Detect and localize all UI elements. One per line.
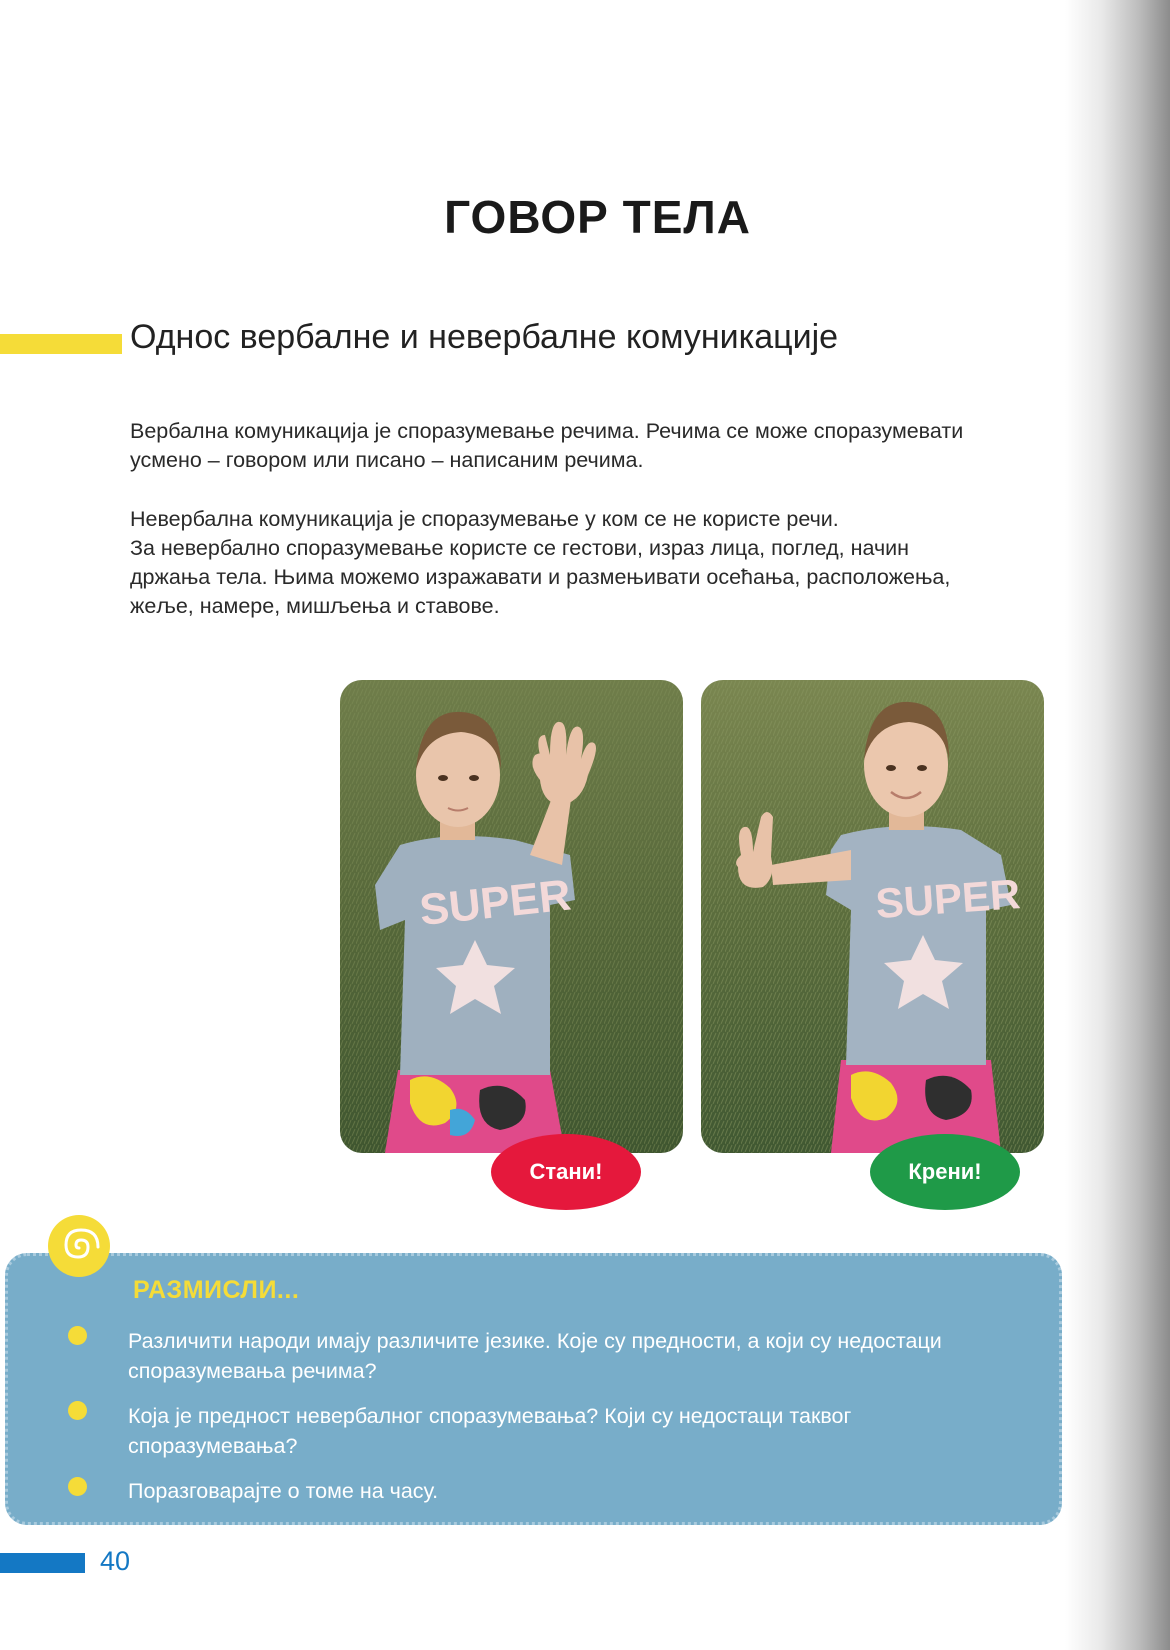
- paragraph-verbal: [130, 417, 1070, 475]
- page-title: ГОВОР ТЕЛА: [444, 191, 751, 243]
- photo-stop-gesture: [340, 680, 683, 1153]
- paragraph-line: Вербална комуникација је споразумевање речима. Речима се може споразумевати: [130, 419, 964, 443]
- section-heading: Однос вербалне и невербалне комуникације: [130, 318, 839, 356]
- photo-come-gesture: [701, 680, 1044, 1153]
- question-item: [128, 1401, 1048, 1461]
- question-line: Поразговарајте о томе на часу.: [128, 1479, 439, 1503]
- spiral-icon: [48, 1215, 110, 1277]
- paragraph-line: Невербална комуникација је споразумевање у ком се не користе речи.: [130, 507, 839, 531]
- paragraph-line: За невербално споразумевање користе се гестови, израз лица, поглед, начин: [130, 536, 910, 560]
- paragraph-line: усмено – говором или писано – написаним речима.: [130, 448, 644, 472]
- page-number: 40: [100, 1546, 131, 1576]
- bullet-dot: [68, 1401, 87, 1420]
- page-number-bar: [0, 1553, 85, 1573]
- question-line: Која је предност невербалног споразумевања? Који су недостаци таквог: [128, 1404, 852, 1428]
- paragraph-nonverbal: [130, 505, 1070, 621]
- shirt-text: SUPER: [417, 870, 574, 936]
- page-edge-shadow: [1065, 0, 1170, 1650]
- label-stop: Стани!: [491, 1134, 641, 1210]
- question-line: споразумевања речима?: [128, 1359, 377, 1383]
- question-line: Различити народи имају различите језике. Које су предности, а који су недостаци: [128, 1329, 942, 1353]
- question-item: [128, 1476, 1048, 1506]
- section-accent-bar: [0, 334, 122, 354]
- paragraph-line: држања тела. Њима можемо изражавати и размењивати осећања, расположења,: [130, 565, 951, 589]
- bullet-dot: [68, 1326, 87, 1345]
- shirt-text: SUPER: [874, 870, 1022, 928]
- question-item: [128, 1326, 1048, 1386]
- label-go: Крени!: [870, 1134, 1020, 1210]
- bullet-dot: [68, 1477, 87, 1496]
- paragraph-line: жеље, намере, мишљења и ставове.: [130, 594, 500, 618]
- think-heading: РАЗМИСЛИ...: [133, 1276, 300, 1304]
- question-line: споразумевања?: [128, 1434, 298, 1458]
